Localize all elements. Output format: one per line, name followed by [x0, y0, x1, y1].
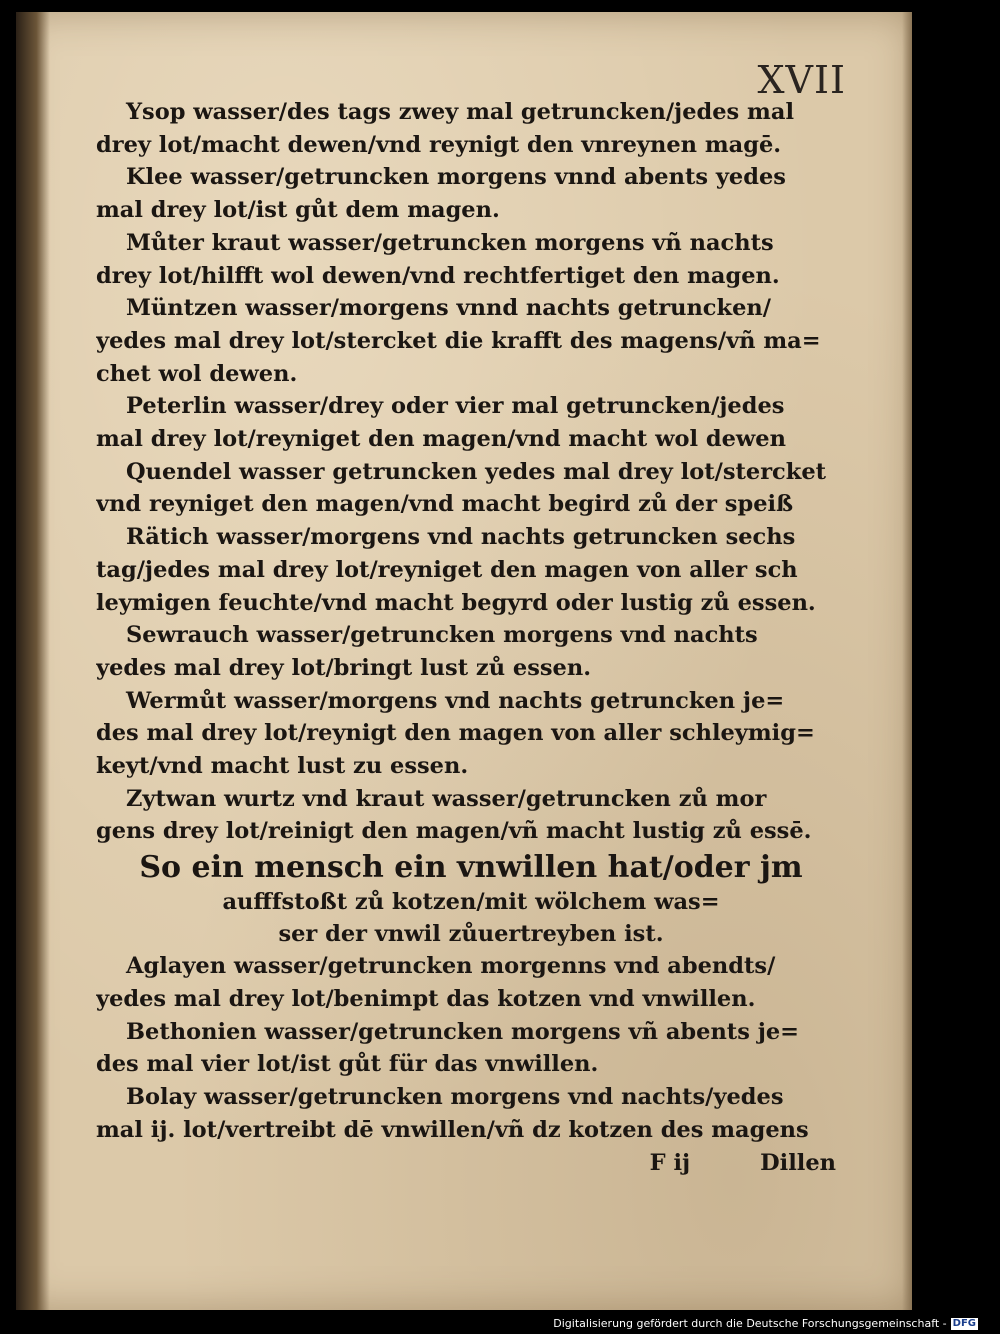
text-line: mal drey lot/reyniget den magen/vnd macht wol dewen — [96, 426, 786, 453]
text-line: drey lot/macht dewen/vnd reynigt den vnreynen magē. — [96, 131, 782, 158]
section-heading: So ein mensch ein vnwillen hat/oder jm — [139, 850, 803, 886]
text-line: Müntzen wasser/morgens vnnd nachts getruncken/ — [126, 295, 771, 322]
digitization-credit — [553, 1317, 978, 1330]
text-line: Zytwan wurtz vnd kraut wasser/getruncken zů mor — [126, 785, 767, 812]
text-line: gens drey lot/reinigt den magen/vñ macht lustig zů essē. — [96, 818, 812, 845]
text-line: yedes mal drey lot/bringt lust zů essen. — [96, 654, 592, 681]
text-line: leymigen feuchte/vnd macht begyrd oder lustig zů essen. — [96, 589, 816, 616]
text-line: drey lot/hilfft wol dewen/vnd rechtfertiget den magen. — [96, 262, 780, 289]
section-subheading — [96, 886, 846, 950]
text-line: Ysop wasser/des tags zwey mal getruncken/jedes mal — [126, 99, 794, 125]
page-foot-row — [96, 1146, 846, 1180]
text-line: Aglayen wasser/getruncken morgenns vnd abendts/ — [126, 953, 776, 980]
text-line: vnd reyniget den magen/vnd macht begird zů der speiß — [96, 491, 794, 518]
text-line: mal ij. lot/vertreibt dē vnwillen/vñ dz kotzen des magens — [96, 1116, 809, 1143]
recipe-paragraphs-first — [96, 96, 846, 848]
dfg-logo: DFG — [952, 1317, 976, 1329]
credit-text: Digitalisierung gefördert durch die Deutsche Forschungsgemeinschaft - — [553, 1317, 947, 1330]
text-line: Bolay wasser/getruncken morgens vnd nachts/yedes — [126, 1083, 784, 1110]
page-text-block — [96, 96, 846, 1180]
signature-mark: F ij — [649, 1150, 691, 1177]
page-gutter-shadow — [16, 12, 50, 1310]
folio-number: XVII — [757, 58, 846, 102]
subheading-line: ser der vnwil zůuertreyben ist. — [278, 921, 664, 948]
subheading-line: aufffstoßt zů kotzen/mit wölchem was= — [222, 889, 720, 916]
page-edge-shadow — [902, 12, 912, 1310]
text-line: des mal vier lot/ist gůt für das vnwillen. — [96, 1051, 599, 1078]
text-line: keyt/vnd macht lust zu essen. — [96, 753, 469, 780]
text-line: Peterlin wasser/drey oder vier mal getruncken/jedes — [126, 393, 785, 420]
text-line: mal drey lot/ist gůt dem magen. — [96, 197, 500, 224]
text-line: yedes mal drey lot/benimpt das kotzen vnd vnwillen. — [96, 985, 756, 1012]
catchword: Dillen — [760, 1150, 836, 1177]
text-line: Wermůt wasser/morgens vnd nachts getruncken je= — [126, 687, 785, 714]
text-line: Klee wasser/getruncken morgens vnnd abents yedes — [126, 164, 786, 191]
text-line: Sewrauch wasser/getruncken morgens vnd nachts — [126, 622, 758, 649]
text-line: Quendel wasser getruncken yedes mal drey lot/stercket — [126, 458, 827, 485]
text-line: tag/jedes mal drey lot/reyniget den magen von aller sch — [96, 556, 798, 583]
text-line: yedes mal drey lot/stercket die krafft des magens/vñ ma= — [96, 327, 821, 354]
text-line: Rätich wasser/morgens vnd nachts getruncken sechs — [126, 524, 796, 551]
book-page — [16, 12, 912, 1310]
text-line: chet wol dewen. — [96, 360, 298, 387]
text-line: Bethonien wasser/getruncken morgens vñ abents je= — [126, 1018, 800, 1045]
text-line: des mal drey lot/reynigt den magen von aller schleymig= — [96, 720, 815, 747]
recipe-paragraphs-second — [96, 950, 846, 1146]
text-line: Můter kraut wasser/getruncken morgens vñ nachts — [126, 229, 774, 256]
